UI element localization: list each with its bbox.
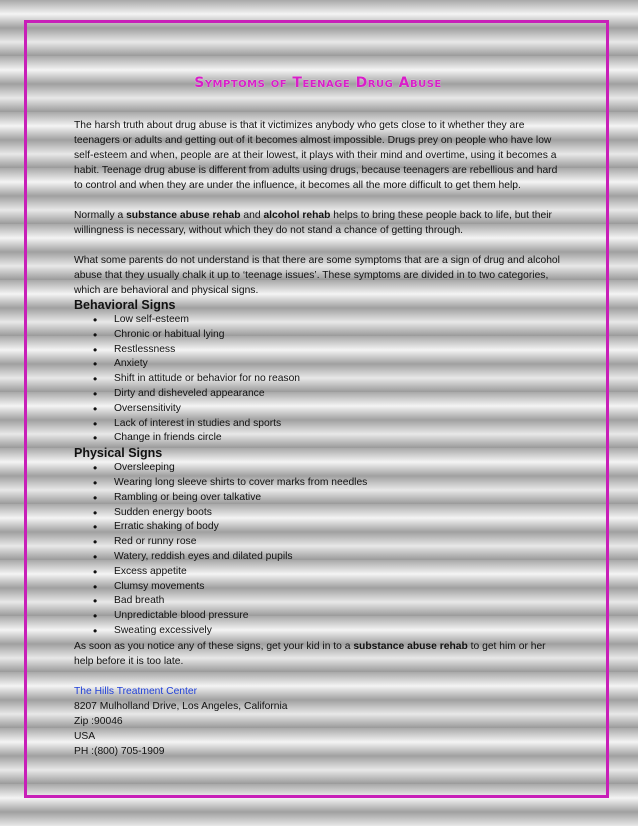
page-title: Symptoms of Teenage Drug Abuse: [194, 75, 442, 91]
behavioral-signs-list: [74, 313, 562, 446]
list-item: • Anxiety: [114, 357, 562, 372]
list-item: • Unpredictable blood pressure: [114, 609, 562, 624]
physical-signs-list: [74, 461, 562, 639]
intro-paragraph: The harsh truth about drug abuse is that it victimizes anybody who gets close to it whether they are teenagers or adults and getting out of it becomes almost impossible. Drugs prey on people who have low self-esteem and when, people are at their lowest, it plays with their mind and overtime, using it becomes a habit. Teenage drug abuse is different from adults using drugs, because teenagers are rebellious and hard to control and when they are under the influence, it becomes all the more difficult to get them help.: [74, 120, 558, 191]
list-item: • Change in friends circle: [114, 431, 562, 446]
list-item: • Lack of interest in studies and sports: [114, 417, 562, 432]
text-span: helps to bring these people back to life, but their willingness is necessary, without which they do not stand a chance of getting through.: [74, 210, 552, 236]
list-item: • Wearing long sleeve shirts to cover marks from needles: [114, 476, 562, 491]
symptoms-intro-paragraph: What some parents do not understand is that there are some symptoms that are a sign of drug and alcohol abuse that they usually chalk it up to ‘teenage issues’. These symptoms are divided in to two categories, which are behavioral and physical signs.: [74, 255, 560, 296]
treatment-center-link[interactable]: The Hills Treatment Center: [74, 685, 198, 697]
list-item: • Oversleeping: [114, 461, 562, 476]
list-item: • Rambling or being over talkative: [114, 491, 562, 506]
text-span: As soon as you notice any of these signs, get your kid in to a: [74, 640, 354, 652]
contact-phone: PH :(800) 705-1909: [74, 745, 165, 757]
list-item: • Chronic or habitual lying: [114, 328, 562, 343]
list-item: • Low self-esteem: [114, 313, 562, 328]
list-item: • Clumsy movements: [114, 580, 562, 595]
list-item: • Excess appetite: [114, 565, 562, 580]
closing-paragraph: [74, 639, 562, 669]
alcohol-rehab-bold: alcohol rehab: [263, 210, 331, 221]
list-item: • Restlessness: [114, 343, 562, 358]
document-body: [74, 76, 562, 759]
text-span: Normally a: [74, 210, 127, 221]
list-item: • Sudden energy boots: [114, 506, 562, 521]
list-item: • Watery, reddish eyes and dilated pupils: [114, 550, 562, 565]
contact-country: USA: [74, 730, 96, 742]
rehab-paragraph: [74, 208, 562, 238]
contact-address: 8207 Mulholland Drive, Los Angeles, California: [74, 700, 288, 712]
list-item: • Sweating excessively: [114, 624, 562, 639]
list-item: • Shift in attitude or behavior for no reason: [114, 372, 562, 387]
text-span: and: [240, 210, 264, 221]
behavioral-signs-heading: Behavioral Signs: [74, 298, 176, 312]
list-item: • Red or runny rose: [114, 535, 562, 550]
text-span: to get him or her help before it is too late.: [74, 640, 546, 667]
list-item: • Erratic shaking of body: [114, 520, 562, 535]
substance-abuse-rehab-bold: substance abuse rehab: [353, 640, 468, 652]
substance-abuse-rehab-bold: substance abuse rehab: [126, 210, 241, 221]
physical-signs-heading: Physical Signs: [74, 446, 163, 461]
list-item: • Bad breath: [114, 594, 562, 609]
list-item: • Oversensitivity: [114, 402, 562, 417]
list-item: • Dirty and disheveled appearance: [114, 387, 562, 402]
contact-zip: Zip :90046: [74, 715, 123, 727]
contact-block: [74, 684, 562, 759]
